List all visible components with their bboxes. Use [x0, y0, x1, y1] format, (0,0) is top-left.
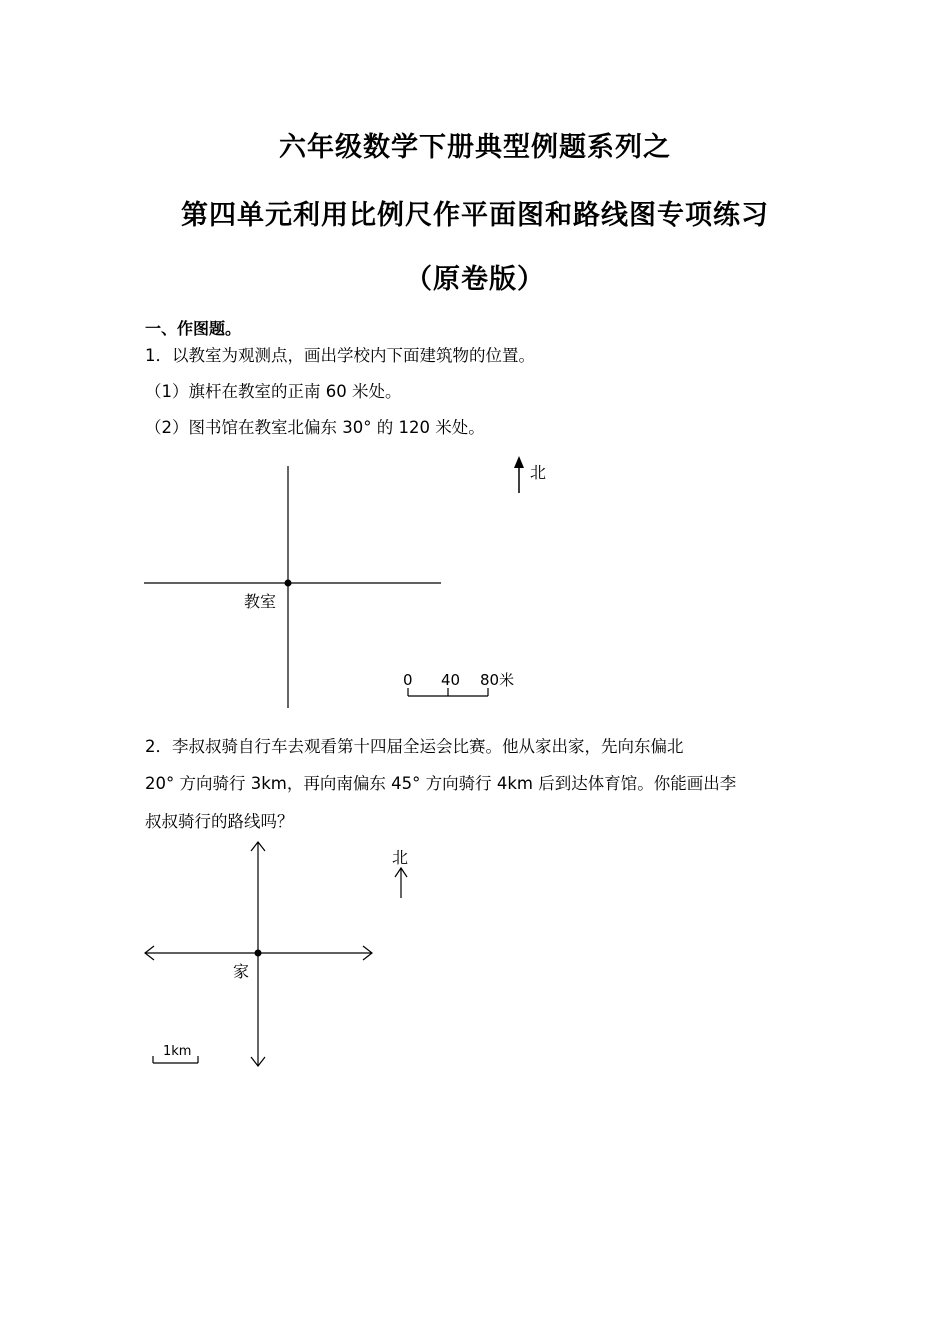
section-heading: 一、作图题。	[145, 319, 242, 338]
title-line-2: 第四单元利用比例尺作平面图和路线图专项练习	[181, 200, 769, 231]
q2-stem-line-3: 叔叔骑行的路线吗？	[145, 812, 294, 831]
q1-scale-label-80: 80米	[480, 671, 515, 689]
q1-scale-label-0: 0	[403, 671, 413, 689]
q2-stem-line-1: 2．李叔叔骑自行车去观看第十四届全运会比赛。他从家出家，先向东偏北	[145, 737, 684, 756]
q1-item-2: （2）图书馆在教室北偏东 30° 的 120 米处。	[145, 418, 485, 437]
q1-stem: 1．以教室为观测点，画出学校内下面建筑物的位置。	[145, 346, 535, 365]
title-line-1: 六年级数学下册典型例题系列之	[279, 132, 671, 163]
q1-item-1: （1）旗杆在教室的正南 60 米处。	[145, 382, 402, 401]
q2-origin-point	[255, 950, 262, 957]
q1-origin-label: 教室	[244, 592, 277, 611]
q2-north-arrow-icon	[395, 868, 407, 898]
q1-north-label: 北	[530, 463, 547, 482]
q2-scale-label: 1km	[163, 1044, 192, 1059]
q2-north-label: 北	[392, 848, 409, 867]
q2-origin-label: 家	[233, 962, 250, 981]
title-line-3: （原卷版）	[405, 264, 545, 295]
q1-scale-label-40: 40	[441, 671, 461, 689]
q2-stem-line-2: 20° 方向骑行 3km，再向南偏东 45° 方向骑行 4km 后到达体育馆。你能画出李	[145, 774, 737, 793]
